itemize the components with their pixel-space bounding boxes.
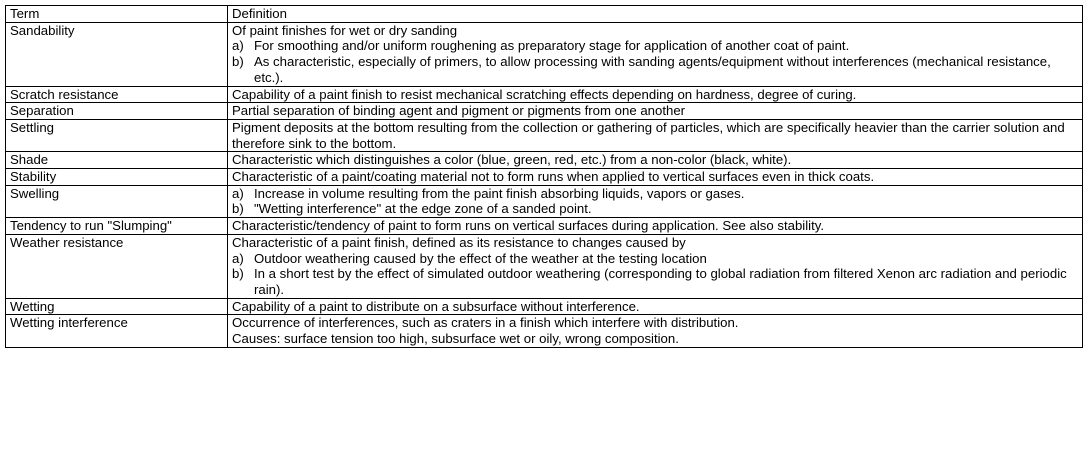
definition-item xyxy=(232,201,1078,217)
definition-cell xyxy=(228,315,1083,347)
table-row xyxy=(6,152,1083,169)
definition-item xyxy=(232,186,1078,202)
term-cell: Tendency to run "Slumping" xyxy=(6,218,228,235)
table-row xyxy=(6,86,1083,103)
table-row xyxy=(6,218,1083,235)
definition-cell xyxy=(228,185,1083,217)
term-cell: Sandability xyxy=(6,22,228,86)
glossary-table xyxy=(5,5,1083,348)
definition-cell: Capability of a paint finish to resist mechanical scratching effects depending on hardness, degree of curing. xyxy=(228,86,1083,103)
item-text: For smoothing and/or uniform roughening as preparatory stage for application of another coat of paint. xyxy=(254,38,850,54)
definition-extra: Causes: surface tension too high, subsurface wet or oily, wrong composition. xyxy=(232,331,679,347)
definition-item xyxy=(232,251,1078,267)
item-marker: a) xyxy=(232,38,244,54)
header-row xyxy=(6,6,1083,23)
definition-cell: Characteristic/tendency of paint to form runs on vertical surfaces during application. See also stability. xyxy=(228,218,1083,235)
item-marker: b) xyxy=(232,266,244,282)
item-text: "Wetting interference" at the edge zone of a sanded point. xyxy=(254,201,592,217)
item-marker: b) xyxy=(232,54,244,70)
definition-cell: Pigment deposits at the bottom resulting from the collection or gathering of particles, which are specifically heavier than the carrier solution and therefore sink to the bottom. xyxy=(228,119,1083,151)
table-row xyxy=(6,234,1083,298)
definition-intro: Occurrence of interferences, such as craters in a finish which interfere with distribution. xyxy=(232,315,739,331)
term-cell: Weather resistance xyxy=(6,234,228,298)
item-marker: b) xyxy=(232,201,244,217)
item-text: Increase in volume resulting from the paint finish absorbing liquids, vapors or gases. xyxy=(254,185,745,201)
term-cell: Stability xyxy=(6,169,228,186)
term-cell: Wetting interference xyxy=(6,315,228,347)
term-cell: Scratch resistance xyxy=(6,86,228,103)
term-cell: Settling xyxy=(6,119,228,151)
definition-cell: Characteristic of a paint/coating material not to form runs when applied to vertical surfaces even in thick coats. xyxy=(228,169,1083,186)
item-text: Outdoor weathering caused by the effect of the weather at the testing location xyxy=(254,250,707,266)
table-row xyxy=(6,298,1083,315)
header-term: Term xyxy=(6,6,228,23)
definition-item xyxy=(232,54,1078,85)
definition-cell: Characteristic which distinguishes a color (blue, green, red, etc.) from a non-color (black, white). xyxy=(228,152,1083,169)
definition-cell: Partial separation of binding agent and pigment or pigments from one another xyxy=(228,103,1083,120)
item-marker: a) xyxy=(232,250,244,266)
table-row xyxy=(6,169,1083,186)
term-cell: Shade xyxy=(6,152,228,169)
definition-cell xyxy=(228,234,1083,298)
definition-item xyxy=(232,266,1078,297)
definition-item xyxy=(232,38,1078,54)
term-cell: Swelling xyxy=(6,185,228,217)
table-row xyxy=(6,119,1083,151)
table-row xyxy=(6,103,1083,120)
term-cell: Separation xyxy=(6,103,228,120)
item-marker: a) xyxy=(232,185,244,201)
header-definition: Definition xyxy=(228,6,1083,23)
table-row xyxy=(6,315,1083,347)
table-row xyxy=(6,185,1083,217)
item-text: In a short test by the effect of simulated outdoor weathering (corresponding to global radiation from filtered Xenon arc radiation and periodic rain). xyxy=(254,266,1067,297)
definition-intro: Characteristic of a paint finish, defined as its resistance to changes caused by xyxy=(232,234,686,250)
definition-intro: Of paint finishes for wet or dry sanding xyxy=(232,22,458,38)
item-text: As characteristic, especially of primers, to allow processing with sanding agents/equipment without interferences (mechanical resistance, etc.). xyxy=(254,54,1051,85)
definition-cell xyxy=(228,22,1083,86)
table-row xyxy=(6,22,1083,86)
term-cell: Wetting xyxy=(6,298,228,315)
definition-cell: Capability of a paint to distribute on a subsurface without interference. xyxy=(228,298,1083,315)
glossary-container xyxy=(5,5,1082,348)
